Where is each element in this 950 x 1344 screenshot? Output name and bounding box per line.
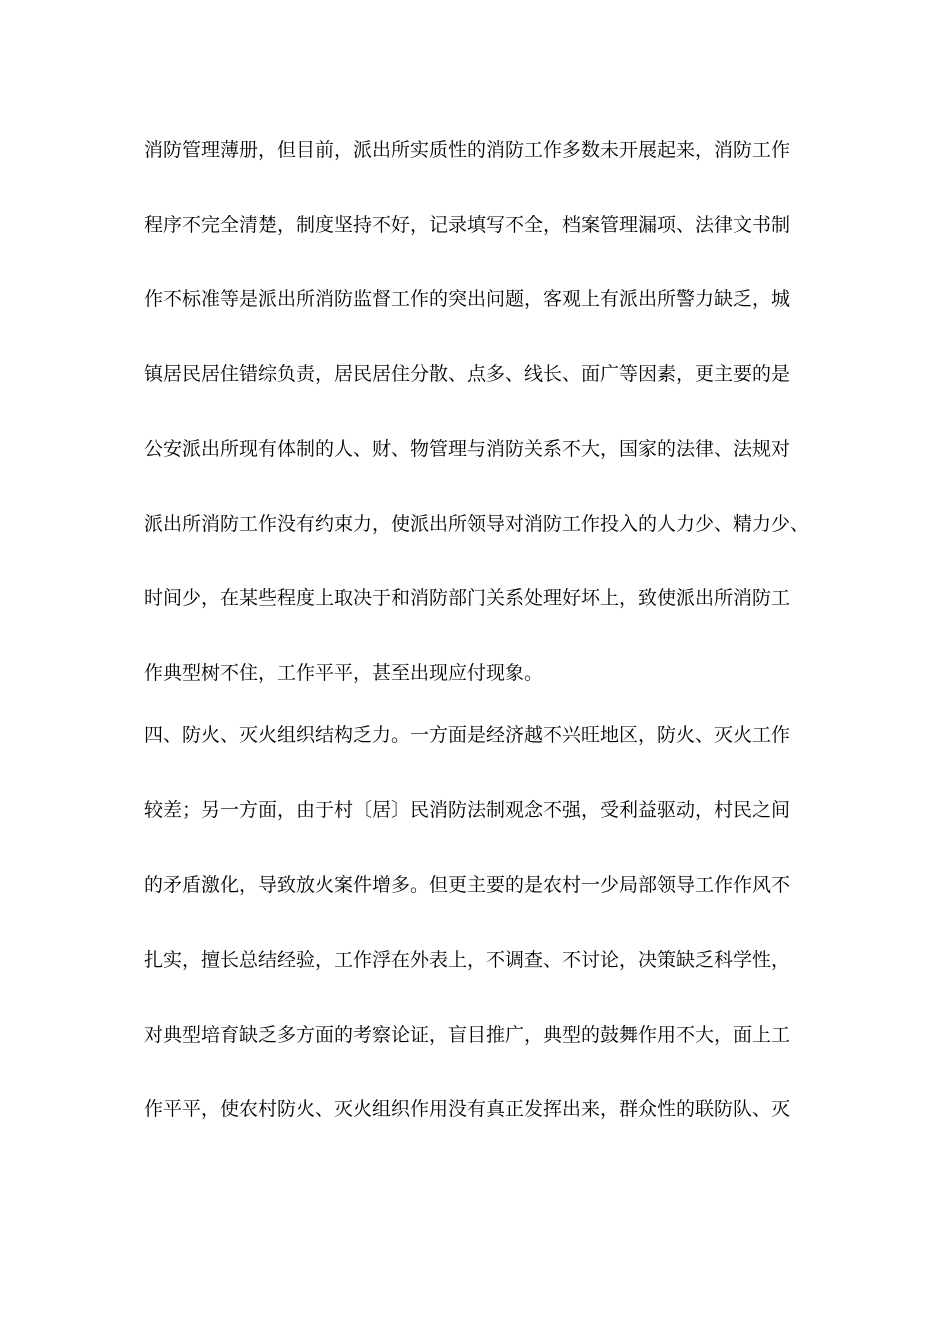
paragraph-line: 派出所消防工作没有约束力，使派出所领导对消防工作投入的人力少、精力少、 bbox=[144, 513, 810, 535]
paragraph-line: 时间少，在某些程度上取决于和消防部门关系处理好坏上，致使派出所消防工 bbox=[144, 587, 791, 609]
paragraph-line: 消防管理薄册，但目前，派出所实质性的消防工作多数未开展起来，消防工作 bbox=[144, 139, 791, 161]
paragraph-line: 镇居民居住错综负责，居民居住分散、点多、线长、面广等因素，更主要的是 bbox=[144, 363, 791, 385]
paragraph-line: 公安派出所现有体制的人、财、物管理与消防关系不大，国家的法律、法规对 bbox=[144, 438, 791, 460]
paragraph-line: 作平平，使农村防火、灭火组织作用没有真正发挥出来，群众性的联防队、灭 bbox=[144, 1098, 791, 1120]
paragraph-line: 程序不完全清楚，制度坚持不好，记录填写不全，档案管理漏项、法律文书制 bbox=[144, 214, 791, 236]
paragraph-line: 扎实，擅长总结经验，工作浮在外表上，不调查、不讨论，决策缺乏科学性， bbox=[144, 949, 791, 971]
paragraph-line: 较差；另一方面，由于村〔居〕民消防法制观念不强，受利益驱动，村民之间 bbox=[144, 799, 791, 821]
paragraph-line: 的矛盾激化，导致放火案件增多。但更主要的是农村一少局部领导工作作风不 bbox=[144, 874, 791, 896]
section-heading-line: 四、防火、灭火组织结构乏力。一方面是经济越不兴旺地区，防火、灭火工作 bbox=[144, 724, 791, 746]
paragraph-line: 作典型树不住，工作平平，甚至出现应付现象。 bbox=[144, 662, 544, 684]
paragraph-line: 作不标准等是派出所消防监督工作的突出问题，客观上有派出所警力缺乏，城 bbox=[144, 288, 791, 310]
paragraph-line: 对典型培育缺乏多方面的考察论证，盲目推广，典型的鼓舞作用不大，面上工 bbox=[144, 1024, 791, 1046]
